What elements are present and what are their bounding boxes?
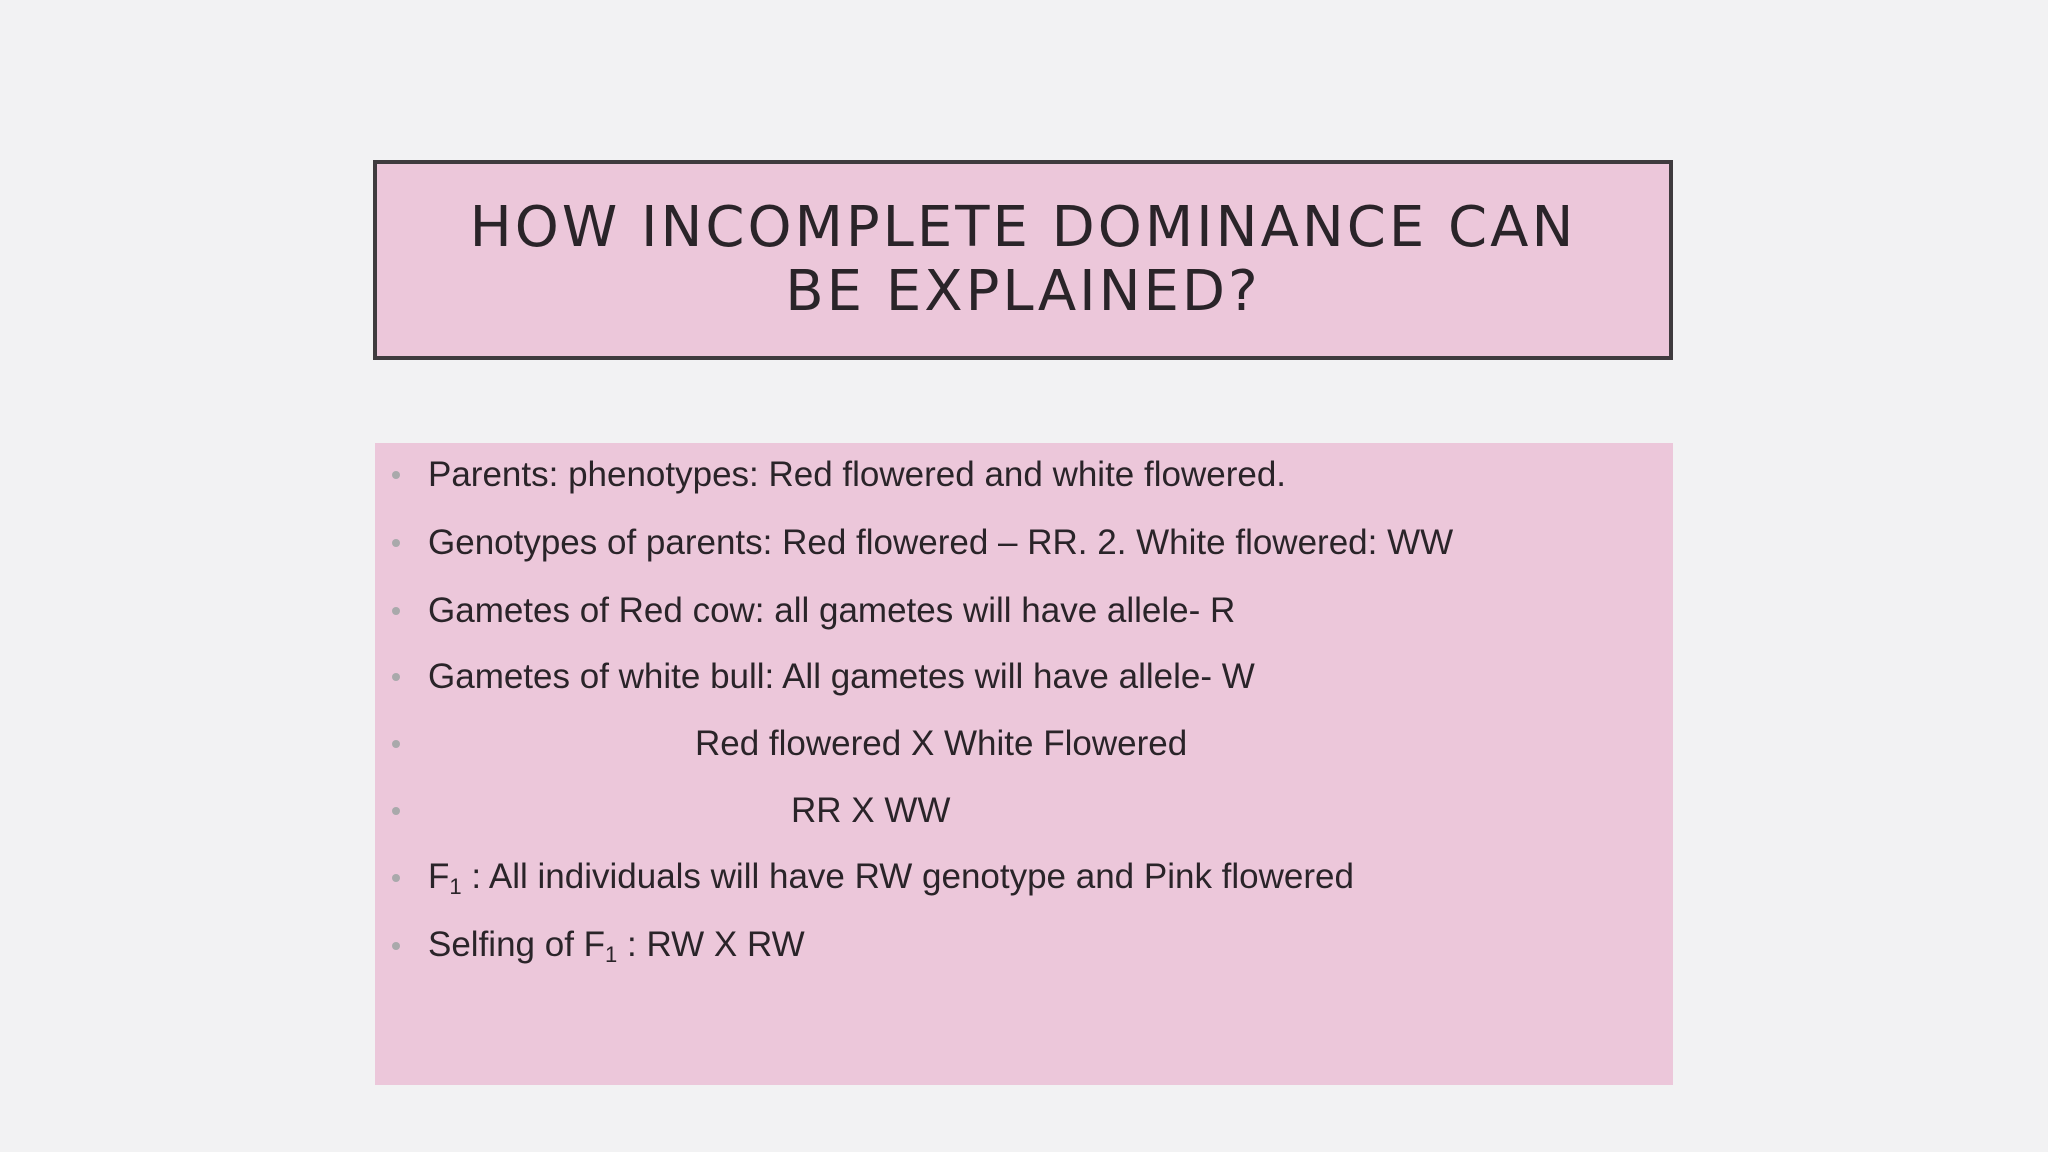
- f1-text: : All individuals will have RW genotype and Pink flowered: [461, 856, 1354, 896]
- slide-title-line-1: HOW INCOMPLETE DOMINANCE CAN: [469, 195, 1577, 260]
- bullet-item-genotypes: [375, 518, 1673, 568]
- bullet-dot-icon: [392, 942, 400, 950]
- bullet-item-cross-genotype: [375, 786, 1673, 836]
- bullet-item-gametes-red: [375, 586, 1673, 636]
- bullet-item-cross-phenotype: [375, 719, 1673, 769]
- title-box: [373, 160, 1673, 360]
- bullet-dot-icon: [392, 539, 400, 547]
- bullet-text: Red flowered X White Flowered: [695, 724, 1188, 763]
- f1-subscript: 1: [449, 873, 462, 899]
- bullet-dot-icon: [392, 874, 400, 882]
- f1-prefix: F: [428, 856, 450, 896]
- bullet-dot-icon: [392, 673, 400, 681]
- bullet-dot-icon: [392, 471, 400, 479]
- bullet-text: Gametes of Red cow: all gametes will have allele- R: [428, 591, 1236, 630]
- bullet-item-parents: [375, 450, 1673, 500]
- bullet-item-gametes-white: [375, 652, 1673, 702]
- bullet-dot-icon: [392, 740, 400, 748]
- bullet-text: Parents: phenotypes: Red flowered and white flowered.: [428, 455, 1287, 494]
- selfing-prefix: Selfing of F: [428, 924, 606, 964]
- slide-title: [430, 196, 1617, 324]
- bullet-text: [428, 857, 1354, 900]
- selfing-subscript: 1: [605, 941, 618, 967]
- bullet-text: [428, 925, 805, 968]
- bullet-dot-icon: [392, 807, 400, 815]
- slide-title-line-2: BE EXPLAINED?: [785, 259, 1261, 324]
- bullet-text: Genotypes of parents: Red flowered – RR. 2. White flowered: WW: [428, 523, 1454, 562]
- bullet-dot-icon: [392, 607, 400, 615]
- content-box: [375, 443, 1673, 1085]
- bullet-text: Gametes of white bull: All gametes will have allele- W: [428, 657, 1255, 696]
- bullet-item-f1: [375, 853, 1673, 903]
- bullet-text: RR X WW: [791, 791, 951, 830]
- bullet-item-selfing: [375, 921, 1673, 971]
- selfing-text: : RW X RW: [617, 924, 805, 964]
